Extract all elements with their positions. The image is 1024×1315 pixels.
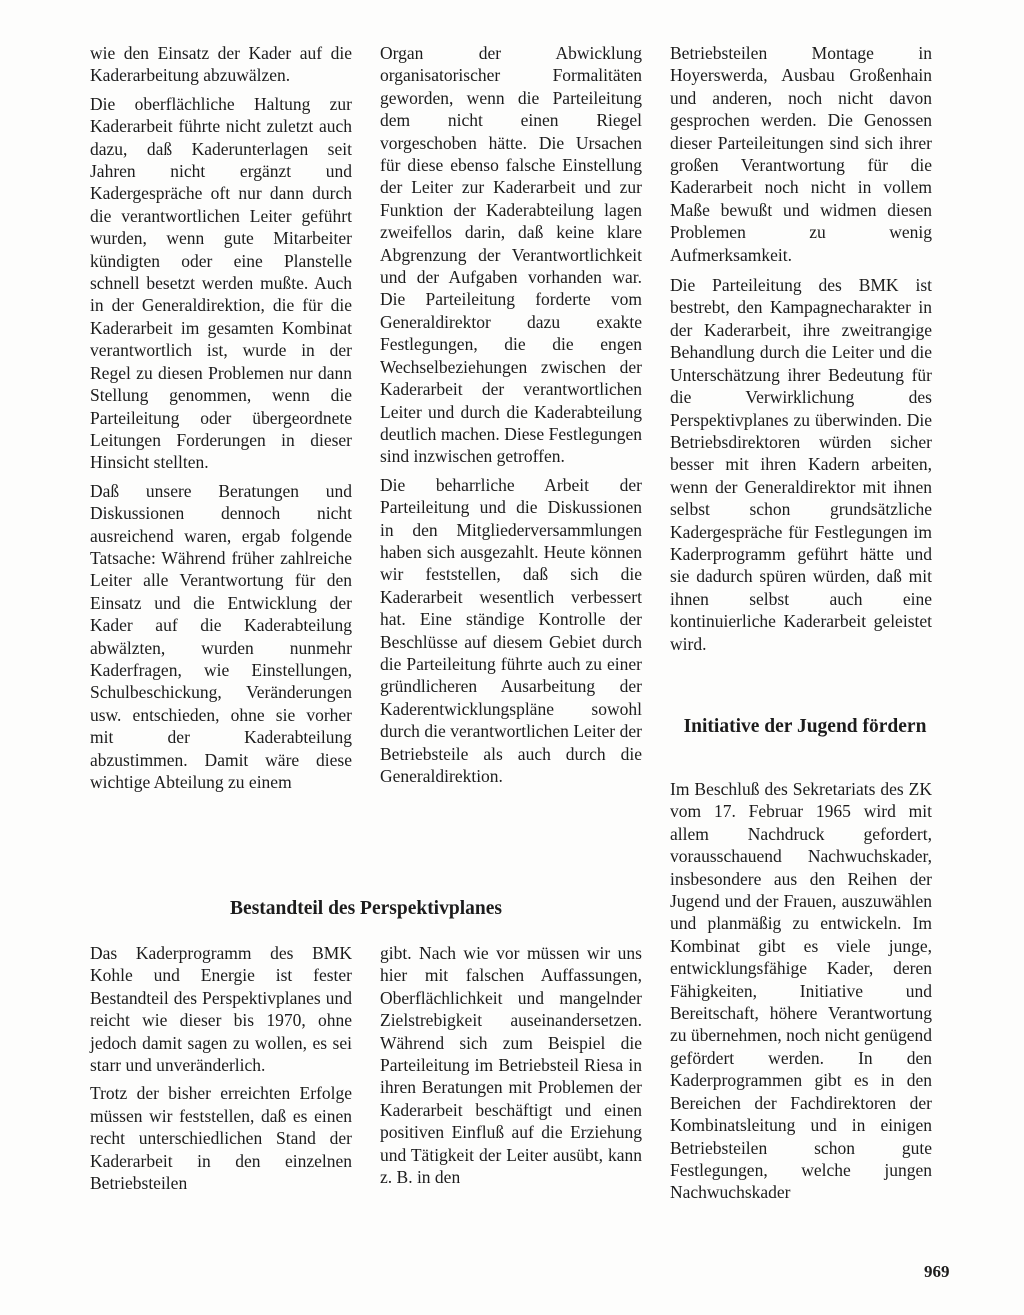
paragraph: Die oberflächliche Haltung zur Kaderarbeit führte nicht zuletzt auch dazu, daß Kaderunterlagen seit Jahren nicht ergänzt und Kadergespräche oft nur dann durch die verantwortlichen Leiter geführt wurden, wenn gute Mitarbeiter kündigten oder eine Planstelle schnell besetzt werden mußte. Auch in der Generaldirektion, die für die Kaderarbeit im gesamten Kombinat verantwortlich ist, wurde in der Regel zu diesen Problemen nur dann Stellung genommen, wenn die Parteileitung oder übergeordnete Leitungen Forderungen in dieser Hinsicht stellten. [90,93,352,473]
paragraph: Das Kaderprogramm des BMK Kohle und Energie ist fester Bestandteil des Perspektivplanes und reicht wie dieser bis 1970, ohne jedoch damit sagen zu wollen, es sei starr und unveränderlich. [90,943,352,1076]
column-2-lower [380,942,642,1194]
column-1-lower [90,942,352,1200]
page-number: 969 [924,1262,950,1281]
paragraph: Trotz der bisher erreichten Erfolge müssen wir feststellen, daß es einen recht unterschiedlichen Stand der Kaderarbeit in den einzelnen Betriebsteilen [90,1083,352,1194]
section-heading-perspektiv: Bestandteil des Perspektivplanes [230,898,502,919]
paragraph: gibt. Nach wie vor müssen wir uns hier mit falschen Auffassungen, Oberflächlichkeit und mangelnder Zielstrebigkeit auseinandersetzen. Während sich zum Beispiel die Parteileitung im Betriebsteil Riesa in ihren Beratungen mit Problemen der Kaderarbeit beschäftigt und einen positiven Einfluß auf die Erziehung und Tätigkeit der Leiter ausübt, kann z. B. in den [380,943,642,1188]
column-1-upper [90,42,352,799]
paragraph: Betriebsteilen Montage in Hoyerswerda, Ausbau Großenhain und anderen, noch nicht davon gesprochen werden. Die Genossen dieser Parteileitungen sind sich ihrer großen Verantwortung für die Kaderarbeit noch nicht in vollem Maße bewußt und widmen diesen Problemen zu wenig Aufmerksamkeit. [670,43,932,265]
paragraph: Im Beschluß des Sekretariats des ZK vom 17. Februar 1965 wird mit allem Nachdruck gefordert, vorausschauend Nachwuchskader, insbesondere aus den Reihen der Jugend und der Frauen, auszuwählen und planmäßig zu entwickeln. Im Kombinat gibt es viele junge, entwicklungsfähige Kader, deren Fähigkeiten, Initiative und Bereitschaft, höhere Verantwortung zu übernehmen, noch nicht genügend gefördert werden. In den Kaderprogrammen gibt es in den Bereichen der Fachdirektoren der Kombinatsleitung und in einigen Betriebsteilen schon gute Festlegungen, welche jungen Nachwuchskader [670,779,932,1203]
column-3-upper [670,42,932,661]
paragraph: Organ der Abwicklung organisatorischer Formalitäten geworden, wenn die Parteileitung dem nicht einen Riegel vorgeschoben hätte. Die Ursachen für diese ebenso falsche Einstellung der Leiter zur Kaderarbeit und zur Funktion der Kaderabteilung lagen zweifellos darin, daß keine klare Abgrenzung der Verantwortlichkeit und der Aufgaben vorhanden war. Die Parteileitung forderte vom Generaldirektor dazu exakte Festlegungen, die die engen Wechselbeziehungen zwischen der Kaderarbeit der verantwortlichen Leiter und durch die Kaderabteilung deutlich machen. Diese Festlegungen sind inzwischen getroffen. [380,43,642,467]
paragraph: Die beharrliche Arbeit der Parteileitung und die Diskussionen in den Mitgliederversammlungen haben sich ausgezahlt. Heute können wir feststellen, daß sich die Kaderarbeit wesentlich verbessert hat. Eine ständige Kontrolle der Beschlüsse auf diesem Gebiet durch die Parteileitung führte auch zu einer gründlicheren Ausarbeitung der Kaderentwicklungspläne sowohl durch die verantwortlichen Leiter der Betriebsteile als auch durch die Generaldirektion. [380,474,642,786]
paragraph: Die Parteileitung des BMK ist bestrebt, den Kampagnecharakter in der Kaderarbeit, ihre zweitrangige Behandlung durch die Leiter und die Unterschätzung ihrer Bedeutung für die Verwirklichung des Perspektivplanes zu überwinden. Die Betriebsdirektoren würden sicher besser mit ihren Kadern arbeiten, wenn der Generaldirektor mit ihnen selbst schon grundsätzliche Kadergespräche für Festlegungen im Kaderprogramm geführt hätte und sie dadurch spüren würden, daß mit ihnen selbst auch eine kontinuierliche Kaderarbeit geleistet wird. [670,275,932,654]
column-2-upper [380,42,642,793]
column-3-lower [670,778,932,1210]
section-heading-jugend: Initiative der Jugend fördern [683,716,927,737]
paragraph: wie den Einsatz der Kader auf die Kaderarbeitung abzuwälzen. [90,43,352,86]
paragraph: Daß unsere Beratungen und Diskussionen dennoch nicht ausreichend waren, ergab folgende Tatsache: Während früher zahlreiche Leiter alle Verantwortung für den Einsatz und die Entwicklung der Kader auf die Kaderabteilung abwälzten, wurden nunmehr Kaderfragen, wie Einstellungen, Schulbeschickung, Veränderungen usw. entschieden, ohne sie vorher mit der Kaderabteilung abzustimmen. Damit wäre diese wichtige Abteilung zu einem [90,480,352,792]
